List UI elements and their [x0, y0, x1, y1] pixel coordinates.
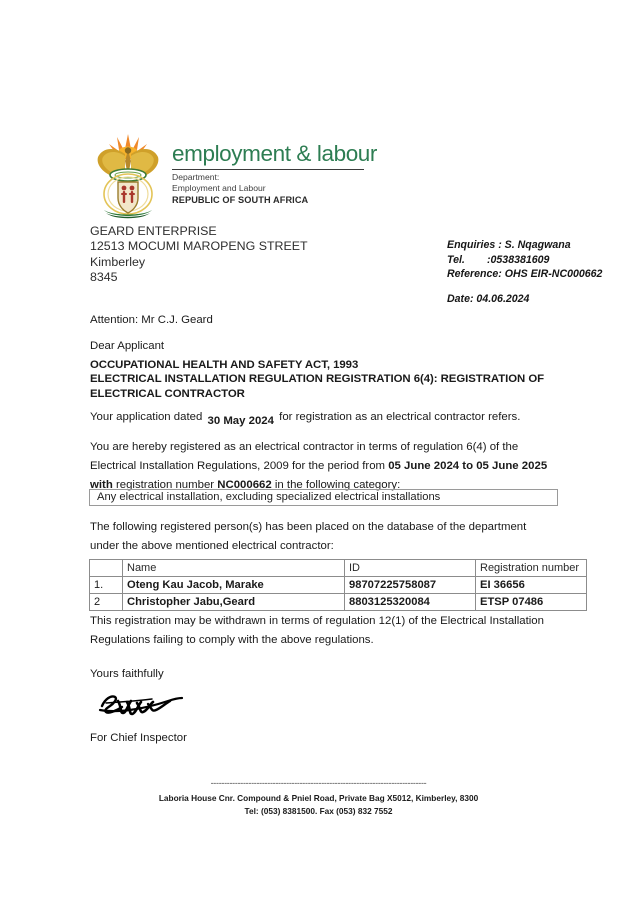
page-footer — [0, 778, 637, 817]
table-header-registration: Registration number — [476, 560, 587, 577]
attention-line: Attention: Mr C.J. Geard — [90, 314, 213, 326]
row-index: 2 — [90, 594, 123, 611]
recipient-address — [90, 224, 308, 285]
recipient-company: GEARD ENTERPRISE — [90, 224, 217, 238]
paragraph-withdrawal: This registration may be withdrawn in terms of regulation 12(1) of the Electrical Installation Regulations failing to comply with the above regulations. — [90, 615, 544, 646]
recipient-street: 12513 MOCUMI MAROPENG STREET — [90, 239, 308, 254]
registration-text-part-1: You are hereby registered as an electrical contractor in terms of regulation 6(4) of the Electrical Installation Regulations, 2009 for the period from — [90, 441, 519, 472]
subject-line-2: ELECTRICAL INSTALLATION REGULATION REGISTRATION 6(4): REGISTRATION OF ELECTRICAL CONTRACTOR — [90, 373, 545, 400]
table-header-row — [90, 560, 587, 577]
recipient-city: Kimberley — [90, 254, 146, 269]
footer-divider: -------------------------------------------------------------------------------- — [210, 778, 427, 788]
registration-text-part-2: registration number — [112, 479, 218, 491]
registration-text-part-3: in the following category: — [271, 479, 401, 491]
logo-department-label: Department: — [172, 171, 220, 182]
footer-contact: Tel: (053) 8381500. Fax (053) 832 7552 — [244, 805, 393, 816]
row-name: Christopher Jabu,Geard — [123, 594, 345, 611]
registration-period: 05 June 2024 to 05 June 2025 with — [90, 460, 548, 491]
subject-heading — [90, 358, 560, 401]
enquiries-telephone — [447, 253, 602, 268]
logo-country: REPUBLIC OF SOUTH AFRICA — [172, 195, 309, 206]
subject-line-1: OCCUPATIONAL HEALTH AND SAFETY ACT, 1993 — [90, 359, 359, 371]
letterhead — [92, 130, 392, 222]
enquiries-block — [447, 238, 602, 306]
row-id: 98707225758087 — [345, 577, 476, 594]
table-header-name: Name — [123, 560, 345, 577]
row-index: 1. — [90, 577, 123, 594]
table-row — [90, 594, 587, 611]
paragraph-database: The following registered person(s) has been placed on the database of the department under the above mentioned electrical contractor: — [90, 521, 527, 552]
paragraph-registration — [90, 438, 558, 495]
enquiries-reference: Reference: OHS EIR-NC000662 — [447, 268, 603, 281]
table-header-index — [90, 560, 123, 577]
letterhead-text — [172, 130, 377, 207]
recipient-postal-code: 8345 — [90, 269, 118, 284]
paragraph-application — [90, 408, 558, 427]
row-registration: EI 36656 — [476, 577, 587, 594]
logo-divider — [172, 169, 364, 170]
row-name: Oteng Kau Jacob, Marake — [123, 577, 345, 594]
enquiries-date: Date: 04.06.2024 — [447, 292, 530, 305]
handwritten-signature-icon — [96, 690, 196, 718]
enquiries-officer: Enquiries : S. Nqagwana — [447, 239, 571, 251]
row-id: 8803125320084 — [345, 594, 476, 611]
registered-persons-table — [89, 559, 587, 611]
telephone-value: :0538381609 — [487, 253, 550, 266]
application-date-value: 30 May 2024 — [207, 415, 274, 427]
category-box: Any electrical installation, excluding specialized electrical installations — [89, 489, 558, 506]
footer-address: Laboria House Cnr. Compound & Pniel Road, Private Bag X5012, Kimberley, 8300 — [158, 793, 479, 803]
south-african-coat-of-arms-icon — [92, 130, 164, 220]
table-header-id: ID — [345, 560, 476, 577]
application-suffix: for registration as an electrical contractor refers. — [279, 411, 521, 423]
application-prefix: Your application dated — [90, 411, 203, 423]
registration-number: NC000662 — [217, 479, 272, 491]
logo-wordmark: employment & labour — [172, 141, 378, 166]
logo-department-name: Employment and Labour — [172, 183, 266, 194]
closing-line: Yours faithfully — [90, 668, 164, 680]
telephone-label: Tel. — [447, 253, 465, 266]
table-row — [90, 577, 587, 594]
row-registration: ETSP 07486 — [476, 594, 587, 611]
signature-caption: For Chief Inspector — [90, 732, 187, 744]
salutation: Dear Applicant — [90, 340, 165, 352]
